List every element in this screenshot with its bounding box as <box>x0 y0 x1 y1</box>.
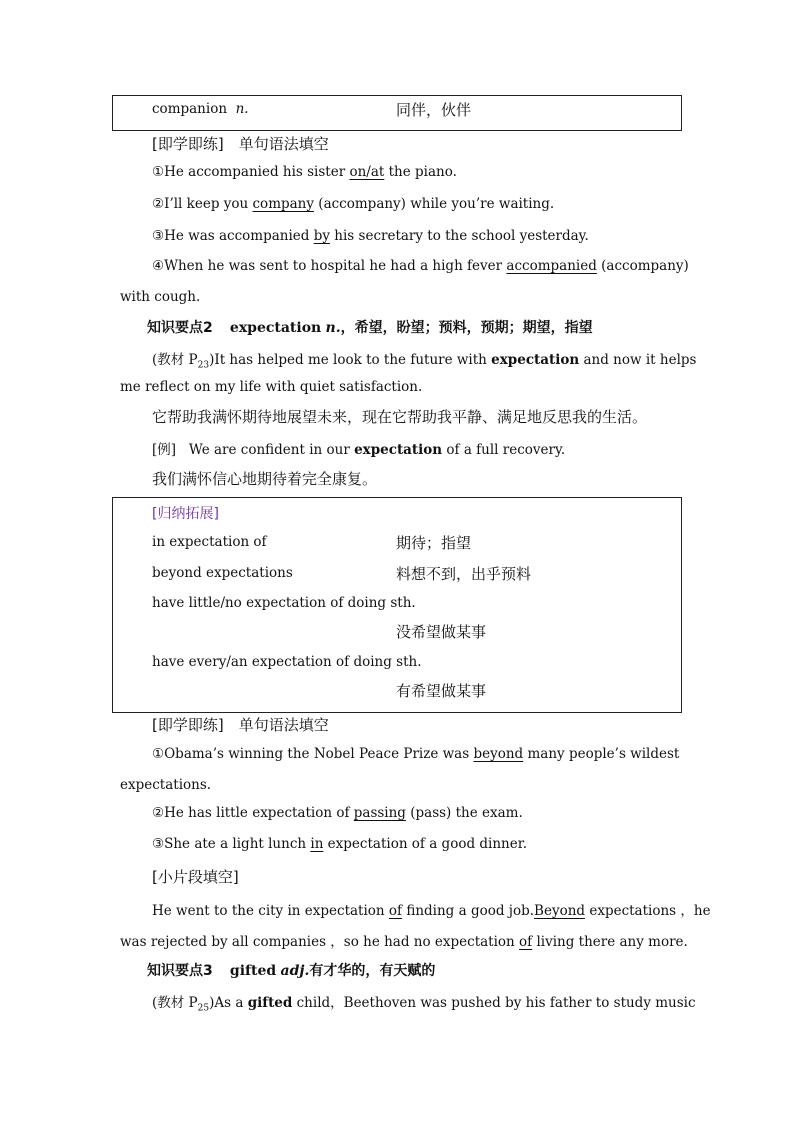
translation: 它帮助我满怀期待地展望未来，现在它帮助我平静、满足地反思我的生活。 <box>152 408 648 426</box>
expansion-phrase: have little/no expectation of doing sth. <box>152 595 416 611</box>
expansion-meaning: 有希望做某事 <box>396 682 487 700</box>
expansion-meaning: 料想不到，出乎预料 <box>396 565 532 583</box>
textbook-source: (教材 $P_{25})As$ a gifted child，Beethoven was pushed by his father to study music <box>152 995 696 1014</box>
practice-item-continued: expectations. <box>120 777 212 793</box>
example-sentence: [例] We are confident in our expectation of a full recovery. <box>152 442 566 458</box>
practice-item: ②He has little expectation of passing (pass) the exam. <box>152 805 523 821</box>
practice-header: [即学即练] 单句语法填空 <box>152 716 329 734</box>
passage-header: [小片段填空] <box>152 868 239 886</box>
table-word: companion n. <box>152 101 249 117</box>
practice-item: ③She ate a light lunch in expectation of a good dinner. <box>152 836 527 852</box>
practice-item: ①He accompanied his sister on/at the piano. <box>152 164 457 180</box>
expansion-header: [归纳拓展] <box>152 506 219 522</box>
knowledge-point-tag: 知识要点3 <box>147 963 213 979</box>
textbook-source-continued: me reflect on my life with quiet satisfaction. <box>120 379 423 395</box>
practice-item: ②I’ll keep you company (accompany) while you’re waiting. <box>152 196 555 212</box>
textbook-source: (教材 $P_{23})It$ has helped me look to the future with expectation and now it helps <box>152 352 697 371</box>
passage-line: was rejected by all companies ，so he had no expectation of living there any more. <box>120 934 688 950</box>
practice-item: ①Obama’s winning the Nobel Peace Prize was beyond many people’s wildest <box>152 746 680 762</box>
practice-item: ③He was accompanied by his secretary to the school yesterday. <box>152 228 589 244</box>
table-meaning: 同伴，伙伴 <box>396 101 472 119</box>
practice-item-continued: with cough. <box>120 289 201 305</box>
expansion-phrase: have every/an expectation of doing sth. <box>152 654 422 670</box>
passage-line: He went to the city in expectation of finding a good job.Beyond expectations ，he <box>152 903 711 919</box>
expansion-meaning: 没希望做某事 <box>396 623 487 641</box>
expansion-phrase: beyond expectations <box>152 565 293 581</box>
knowledge-point-heading: 知识要点2 expectation n.，希望，盼望；预料，预期；期望，指望 <box>147 320 593 336</box>
knowledge-point-tag: 知识要点2 <box>147 320 213 336</box>
practice-header: [即学即练] 单句语法填空 <box>152 135 329 153</box>
knowledge-point-heading: 知识要点3 gifted adj.有才华的，有天赋的 <box>147 963 436 979</box>
expansion-meaning: 期待；指望 <box>396 534 472 552</box>
example-translation: 我们满怀信心地期待着完全康复。 <box>152 470 378 488</box>
practice-item: ④When he was sent to hospital he had a high fever accompanied (accompany) <box>152 258 689 274</box>
expansion-phrase: in expectation of <box>152 534 267 550</box>
